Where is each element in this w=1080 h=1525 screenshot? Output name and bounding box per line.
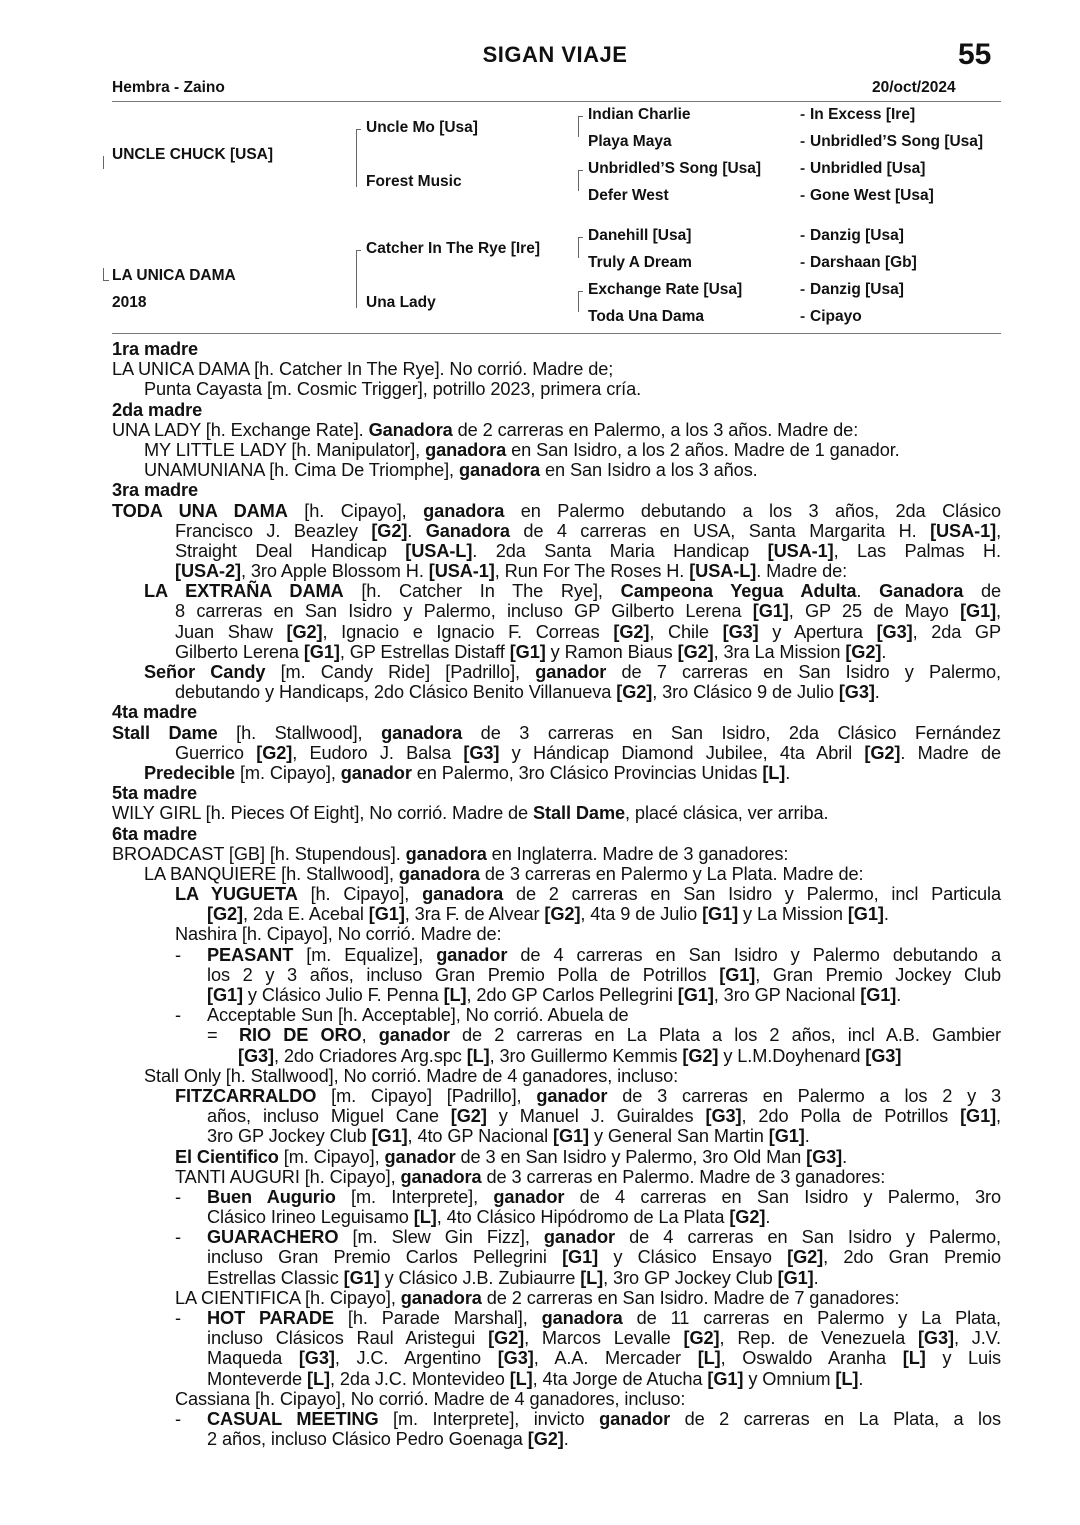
text-line: Señor Candy [m. Candy Ride] [Padrillo], ganador de 7 carreras en San Isidro y Palermo, [144,662,1001,682]
bracket [356,129,361,187]
section-heading: 4ta madre [112,702,198,723]
text-line: TANTI AUGURI [h. Cipayo], ganadora de 3 carreras en Palermo. Madre de 3 ganadores: [175,1166,886,1187]
sire-sire: Uncle Mo [Usa] [366,119,478,136]
text-line: UNAMUNIANA [h. Cima De Triomphe], ganadora en San Isidro a los 3 años. [144,460,758,481]
gen3-3: Unbridled’S Song [Usa] [588,160,762,177]
gen4-5: - Danzig [Usa] [800,227,904,244]
text-line: 8 carreras en San Isidro y Palermo, incluso GP Gilberto Lerena [G1], GP 25 de Mayo [G1], [175,601,1001,622]
bracket [578,291,583,312]
gen4-3: - Unbridled [Usa] [800,160,926,177]
text-line: LA EXTRAÑA DAMA [h. Catcher In The Rye], Campeona Yegua Adulta. Ganadora de [144,581,1002,602]
text-line: Predecible [m. Cipayo], ganador en Palermo, 3ro Clásico Provincias Unidas [L]. [144,762,791,783]
section-heading: 1ra madre [112,339,199,359]
bracket [103,156,104,169]
text-line: WILY GIRL [h. Pieces Of Eight], No corrió. Madre de Stall Dame, placé clásica, ver arriba. [112,803,829,824]
text-line: - CASUAL MEETING [m. Interprete], invicto ganador de 2 carreras en La Plata, a los [175,1408,1001,1429]
gen3-8: Toda Una Dama [588,308,704,325]
text-line: Nashira [h. Cipayo], No corrió. Madre de: [175,924,502,945]
text-line: Cassiana [h. Cipayo], No corrió. Madre de 4 ganadores, incluso: [175,1388,686,1409]
bracket [356,250,361,308]
text-line: Stall Dame [h. Stallwood], ganadora de 3 carreras en San Isidro, 2da Clásico Fernández [112,722,1001,743]
text-line: los 2 y 3 años, incluso Gran Premio Polla de Potrillos [G1], Gran Premio Jockey Club [207,964,1001,985]
sex-color: Hembra - Zaino [112,79,225,96]
text-line: Guerrico [G2], Eudoro J. Balsa [G3] y Hándicap Diamond Jubilee, 4ta Abril [G2]. Madre de [175,742,1001,763]
text-line: MY LITTLE LADY [h. Manipulator], ganadora en San Isidro, a los 2 años. Madre de 1 ganador. [144,439,900,460]
text-line: incluso Gran Premio Carlos Pellegrini [G1] y Clásico Ensayo [G2], 2do Gran Premio [207,1247,1001,1268]
text-line: El Cientifico [m. Cipayo], ganador de 3 en San Isidro y Palermo, 3ro Old Man [G3]. [175,1146,848,1167]
page-title: SIGAN VIAJE [482,42,628,67]
text-line: - Buen Augurio [m. Interprete], ganador de 4 carreras en San Isidro y Palermo, 3ro [175,1186,1001,1207]
text-line: UNA LADY [h. Exchange Rate]. Ganadora de 2 carreras en Palermo, a los 3 años. Madre de: [112,419,859,440]
text-line: 2 años, incluso Clásico Pedro Goenaga [G2]. [207,1429,569,1450]
text-line: LA YUGUETA [h. Cipayo], ganadora de 2 carreras en San Isidro y Palermo, incl Particula [175,884,1001,905]
text-line: [USA-2], 3ro Apple Blossom H. [USA-1], Run For The Roses H. [USA-L]. Madre de: [175,561,848,582]
dam-sire: Catcher In The Rye [Ire] [366,240,540,257]
text-line: años, incluso Miguel Cane [G2] y Manuel J. Guiraldes [G3], 2do Polla de Potrillos [G1], [207,1106,1001,1127]
text-line: Gilberto Lerena [G1], GP Estrellas Distaff [G1] y Ramon Biaus [G2], 3ra La Mission [G2]. [175,641,887,662]
text-line: Stall Only [h. Stallwood], No corrió. Madre de 4 ganadores, incluso: [144,1065,679,1086]
text-line: Clásico Irineo Leguisamo [L], 4to Clásico Hipódromo de La Plata [G2]. [207,1207,771,1228]
gen3-7: Exchange Rate [Usa] [588,281,743,298]
section-heading: 3ra madre [112,480,199,501]
text-line: Francisco J. Beazley [G2]. Ganadora de 4 carreras en USA, Santa Margarita H. [USA-1], [175,520,1002,541]
text-line: = RIO DE ORO, ganador de 2 carreras en La Plata a los 2 años, incl A.B. Gambier [207,1025,1002,1046]
text-line: - HOT PARADE [h. Parade Marshal], ganadora de 11 carreras en Palermo y La Plata, [175,1308,1001,1328]
text-line: [G1] y Clásico Julio F. Penna [L], 2do GP Carlos Pellegrini [G1], 3ro GP Nacional [G1]. [207,985,902,1005]
section-heading: 2da madre [112,399,203,420]
gen4-6: - Darshaan [Gb] [800,254,917,271]
gen4-4: - Gone West [Usa] [800,187,934,204]
bracket [578,116,583,137]
gen3-2: Playa Maya [588,133,672,150]
produce-record [112,339,1001,1449]
text-line: Punta Cayasta [m. Cosmic Trigger], potrillo 2023, primera cría. [144,379,642,400]
pedigree-rule [112,333,1001,334]
header-rule [112,101,1001,102]
text-line: incluso Clásicos Raul Aristegui [G2], Marcos Levalle [G2], Rep. de Venezuela [G3], J.V. [207,1328,1001,1349]
gen3-4: Defer West [588,187,669,204]
gen4-8: - Cipayo [800,308,862,325]
sire: UNCLE CHUCK [USA] [112,146,274,163]
bracket [578,170,583,191]
gen4-1: - In Excess [Ire] [800,106,916,123]
text-line: Juan Shaw [G2], Ignacio e Ignacio F. Correas [G2], Chile [G3] y Apertura [G3], 2da GP [175,621,1001,642]
text-line: LA CIENTIFICA [h. Cipayo], ganadora de 2 carreras en San Isidro. Madre de 7 ganadores: [175,1287,900,1308]
gen3-1: Indian Charlie [588,106,691,123]
bracket [103,268,109,281]
section-heading: 5ta madre [112,783,198,804]
text-line: - PEASANT [m. Equalize], ganador de 4 carreras en San Isidro y Palermo debutando a [175,944,1001,965]
text-line: FITZCARRALDO [m. Cipayo] [Padrillo], ganador de 3 carreras en Palermo a los 2 y 3 [175,1085,1001,1106]
text-line: BROADCAST [GB] [h. Stupendous]. ganadora en Inglaterra. Madre de 3 ganadores: [112,843,789,864]
bracket [578,237,583,258]
report-date: 20/oct/2024 [872,79,956,96]
text-line: Straight Deal Handicap [USA-L]. 2da Santa Maria Handicap [USA-1], Las Palmas H. [175,540,1001,561]
section-heading: 6ta madre [112,823,198,844]
page-number: 55 [958,38,992,71]
text-line: - Acceptable Sun [h. Acceptable], No corrió. Abuela de [175,1005,629,1026]
text-line: [G2], 2da E. Acebal [G1], 3ra F. de Alvear [G2], 4ta 9 de Julio [G1] y La Mission [G1]. [207,904,889,925]
text-line: Monteverde [L], 2da J.C. Montevideo [L], 4ta Jorge de Atucha [G1] y Omnium [L]. [207,1368,864,1389]
text-line: debutando y Handicaps, 2do Clásico Benito Villanueva [G2], 3ro Clásico 9 de Julio [G3]. [175,682,880,703]
gen4-7: - Danzig [Usa] [800,281,904,298]
text-line: Estrellas Classic [G1] y Clásico J.B. Zubiaurre [L], 3ro GP Jockey Club [G1]. [207,1267,819,1288]
dam-year: 2018 [112,294,147,311]
gen3-5: Danehill [Usa] [588,227,692,244]
gen3-6: Truly A Dream [588,254,692,271]
text-line: 3ro GP Jockey Club [G1], 4to GP Nacional [G1] y General San Martin [G1]. [207,1126,810,1147]
text-line: LA UNICA DAMA [h. Catcher In The Rye]. No corrió. Madre de; [112,359,614,380]
text-line: TODA UNA DAMA [h. Cipayo], ganadora en Palermo debutando a los 3 años, 2da Clásico [112,500,1002,521]
text-line: [G3], 2do Criadores Arg.spc [L], 3ro Guillermo Kemmis [G2] y L.M.Doyhenard [G3] [238,1045,902,1066]
sire-dam: Forest Music [366,173,462,190]
dam-dam: Una Lady [366,294,436,311]
gen4-2: - Unbridled’S Song [Usa] [800,133,984,150]
dam: LA UNICA DAMA [112,267,236,284]
text-line: LA BANQUIERE [h. Stallwood], ganadora de 3 carreras en Palermo y La Plata. Madre de: [144,863,864,884]
text-line: Maqueda [G3], J.C. Argentino [G3], A.A. Mercader [L], Oswaldo Aranha [L] y Luis [207,1348,1001,1369]
text-line: - GUARACHERO [m. Slew Gin Fizz], ganador de 4 carreras en San Isidro y Palermo, [175,1227,1001,1248]
